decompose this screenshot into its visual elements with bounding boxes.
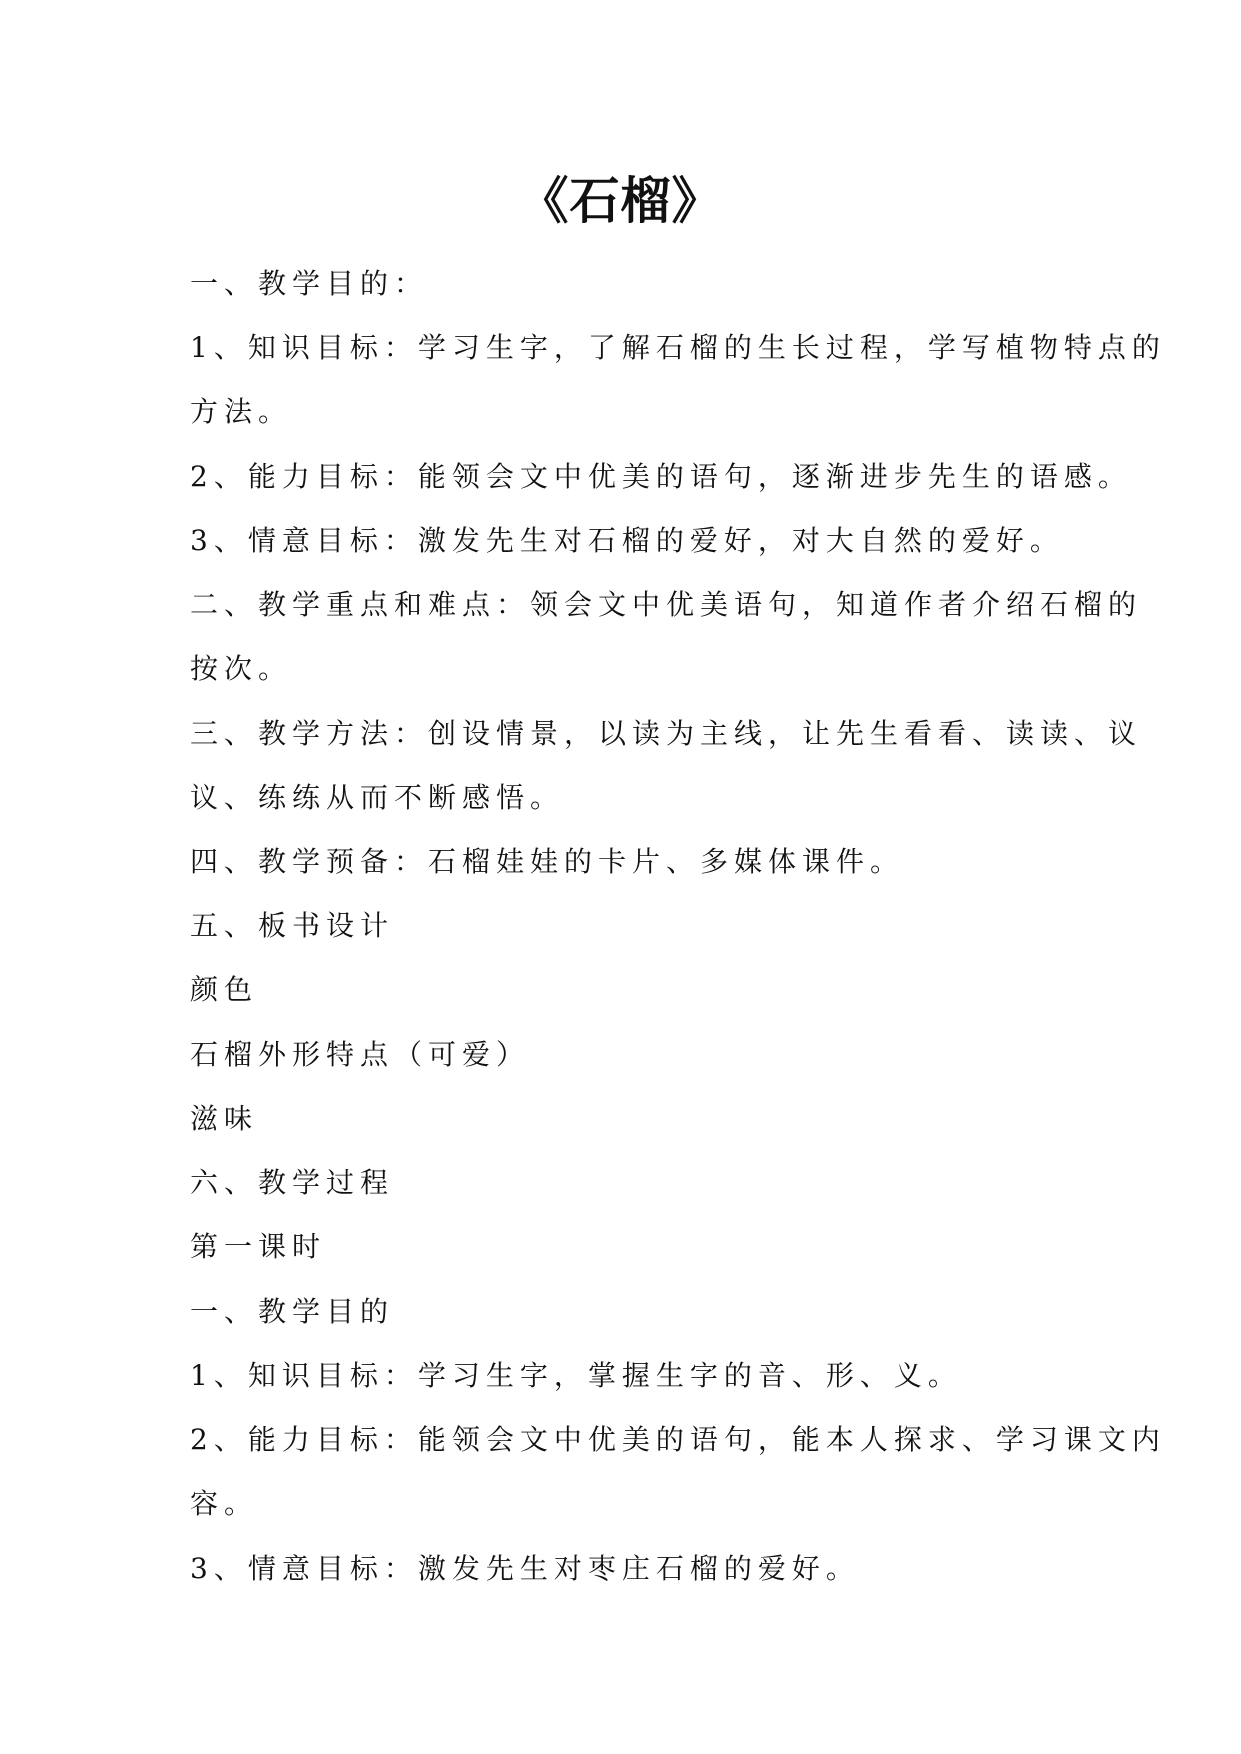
text-line: 第一课时 bbox=[190, 1230, 327, 1263]
text-line: 三、教学方法：创设情景，以读为主线，让先生看看、读读、议 bbox=[190, 717, 1143, 750]
text-line: 1、知识目标：学习生字，了解石榴的生长过程，学写植物特点的 bbox=[190, 331, 1166, 364]
text-line: 3、情意目标：激发先生对石榴的爱好，对大自然的爱好。 bbox=[190, 524, 1064, 557]
text-line: 五、板书设计 bbox=[190, 909, 395, 942]
text-line: 2、能力目标：能领会文中优美的语句，逐渐进步先生的语感。 bbox=[190, 460, 1132, 493]
text-line: 2、能力目标：能领会文中优美的语句，能本人探求、学习课文内 bbox=[190, 1423, 1166, 1456]
text-line: 1、知识目标：学习生字，掌握生字的音、形、义。 bbox=[190, 1359, 962, 1392]
text-line: 石榴外形特点（可爱） bbox=[190, 1038, 531, 1071]
text-line: 滋味 bbox=[190, 1102, 259, 1135]
text-line: 议、练练从而不断感悟。 bbox=[190, 781, 565, 814]
text-line: 一、教学目的 bbox=[190, 1295, 395, 1328]
text-line: 二、教学重点和难点：领会文中优美语句，知道作者介绍石榴的 bbox=[190, 588, 1143, 621]
text-line: 六、教学过程 bbox=[190, 1166, 395, 1199]
document-title: 《石榴》 bbox=[518, 172, 723, 230]
text-line: 四、教学预备：石榴娃娃的卡片、多媒体课件。 bbox=[190, 845, 905, 878]
text-line: 颜色 bbox=[190, 973, 259, 1006]
text-line: 按次。 bbox=[190, 652, 293, 685]
text-line: 一、教学目的： bbox=[190, 267, 429, 300]
text-line: 方法。 bbox=[190, 395, 293, 428]
text-line: 3、情意目标：激发先生对枣庄石榴的爱好。 bbox=[190, 1552, 860, 1585]
text-line: 容。 bbox=[190, 1487, 259, 1520]
